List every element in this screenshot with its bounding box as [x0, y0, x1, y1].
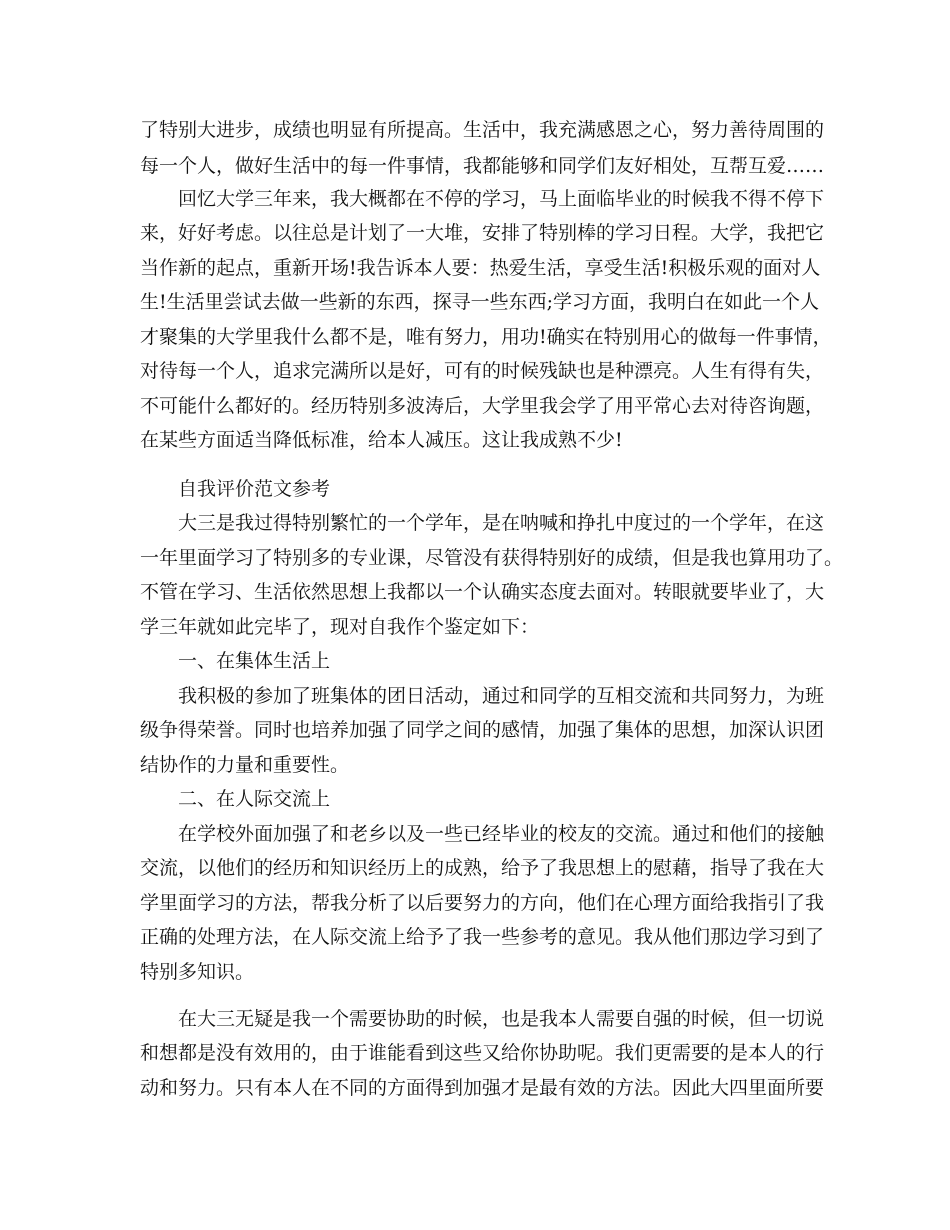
- text-line: 不可能什么都好的。经历特别多波涛后，大学里我会学了用平常心去对待咨询题，: [140, 395, 825, 417]
- text-line: 学里面学习的方法，帮我分析了以后要努力的方向，他们在心理方面给我指引了我: [140, 892, 825, 914]
- text-line: 大三是我过得特别繁忙的一个学年，是在呐喊和挣扎中度过的一个学年，在这: [178, 512, 825, 534]
- text-line: 在学校外面加强了和老乡以及一些已经毕业的校友的交流。通过和他们的接触: [178, 823, 825, 845]
- text-line: 回忆大学三年来，我大概都在不停的学习，马上面临毕业的时候我不得不停下: [178, 188, 825, 210]
- text-line: 不管在学习、生活依然思想上我都以一个认确实态度去面对。转眼就要毕业了，大: [140, 581, 825, 603]
- text-line: 才聚集的大学里我什么都不是，唯有努力，用功!确实在特别用心的做每一件事情，: [140, 326, 832, 348]
- text-line: 来，好好考虑。以往总是计划了一大堆，安排了特别棒的学习日程。大学，我把它: [140, 222, 825, 244]
- text-line: 在某些方面适当降低标准，给本人减压。这让我成熟不少!: [140, 429, 623, 451]
- text-line: 对待每一个人，追求完满所以是好，可有的时候残缺也是种漂亮。人生有得有失，: [140, 360, 825, 382]
- text-line: 在大三无疑是我一个需要协助的时候，也是我本人需要自强的时候，但一切说: [178, 1008, 825, 1030]
- text-line: 一年里面学习了特别多的专业课，尽管没有获得特别好的成绩，但是我也算用功了。: [140, 547, 844, 569]
- text-line: 动和努力。只有本人在不同的方面得到加强才是最有效的方法。因此大四里面所要: [140, 1077, 825, 1099]
- text-line: 每一个人，做好生活中的每一件事情，我都能够和同学们友好相处，互帮互爱……: [140, 155, 825, 177]
- text-line: 生!生活里尝试去做一些新的东西，探寻一些东西;学习方面，我明白在如此一个人: [140, 291, 820, 313]
- text-line: 我积极的参加了班集体的团日活动，通过和同学的互相交流和共同努力，为班: [178, 685, 825, 707]
- text-line: 特别多知识。: [140, 961, 255, 983]
- text-line: 学三年就如此完毕了，现对自我作个鉴定如下：: [140, 616, 540, 638]
- text-line: 了特别大进步，成绩也明显有所提高。生活中，我充满感恩之心，努力善待周围的: [140, 119, 825, 141]
- text-line: 级争得荣誉。同时也培养加强了同学之间的感情，加强了集体的思想，加深认识团: [140, 719, 825, 741]
- text-line: 和想都是没有效用的，由于谁能看到这些又给你协助呢。我们更需要的是本人的行: [140, 1042, 825, 1064]
- text-line: 结协作的力量和重要性。: [140, 754, 350, 776]
- section-heading: 一、在集体生活上: [178, 650, 331, 672]
- section-heading: 二、在人际交流上: [178, 788, 331, 810]
- text-line: 交流，以他们的经历和知识经历上的成熟，给予了我思想上的慰藉，指导了我在大: [140, 857, 825, 879]
- text-line: 当作新的起点，重新开场!我告诉本人要：热爱生活，享受生活!积极乐观的面对人: [140, 257, 821, 279]
- text-line: 正确的处理方法，在人际交流上给予了我一些参考的意见。我从他们那边学习到了: [140, 926, 825, 948]
- section-heading: 自我评价范文参考: [178, 478, 331, 500]
